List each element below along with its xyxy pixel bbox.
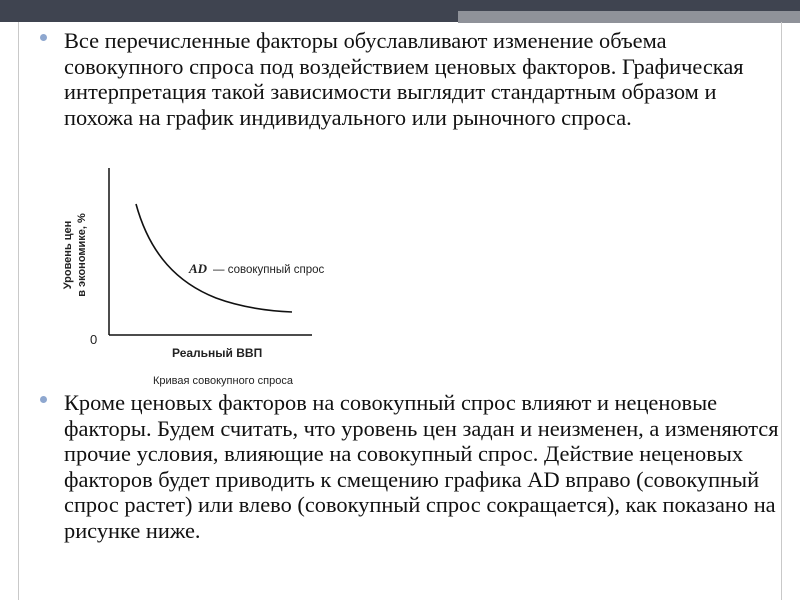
- left-border-rule: [18, 22, 19, 600]
- aggregate-demand-figure: [58, 160, 418, 390]
- curve-name: AD: [189, 261, 208, 276]
- bullet-marker: [40, 396, 47, 403]
- bullet-marker: [40, 34, 47, 41]
- y-axis-label-line2: в экономике, %: [76, 213, 88, 297]
- origin-label: 0: [90, 332, 98, 347]
- bullet-text-1: Все перечисленные факторы обуславливают изменение объема совокупного спроса под воздействием ценовых факторов. Графическая интерпретация такой зависимости выглядит стандартным образом и похожа на график индивидуального или рыночного спроса.: [64, 28, 744, 130]
- bullet-item-2: [40, 390, 780, 580]
- right-border-rule: [781, 22, 782, 600]
- top-bar-accent: [458, 11, 800, 23]
- figure-svg: [58, 160, 418, 390]
- figure-caption: Кривая совокупного спроса: [153, 375, 293, 387]
- top-title-bar: [0, 0, 800, 22]
- bullet-item-1: [40, 28, 780, 160]
- ad-curve: [136, 204, 292, 312]
- curve-label: — совокупный спрос: [213, 264, 325, 276]
- y-axis-label-line1: Уровень цен: [62, 220, 74, 290]
- bullet-text-2: Кроме ценовых факторов на совокупный спрос влияют и неценовые факторы. Будем считать, что уровень цен задан и неизменен, а изменяются прочие условия, влияющие на совокупный спрос. Действие неценовых факторов будет приводить к смещению графика AD вправо (совокупный спрос растет) или влево (совокупный спрос сокращается), как показано на рисунке ниже.: [64, 390, 779, 543]
- x-axis-label: Реальный ВВП: [172, 346, 263, 360]
